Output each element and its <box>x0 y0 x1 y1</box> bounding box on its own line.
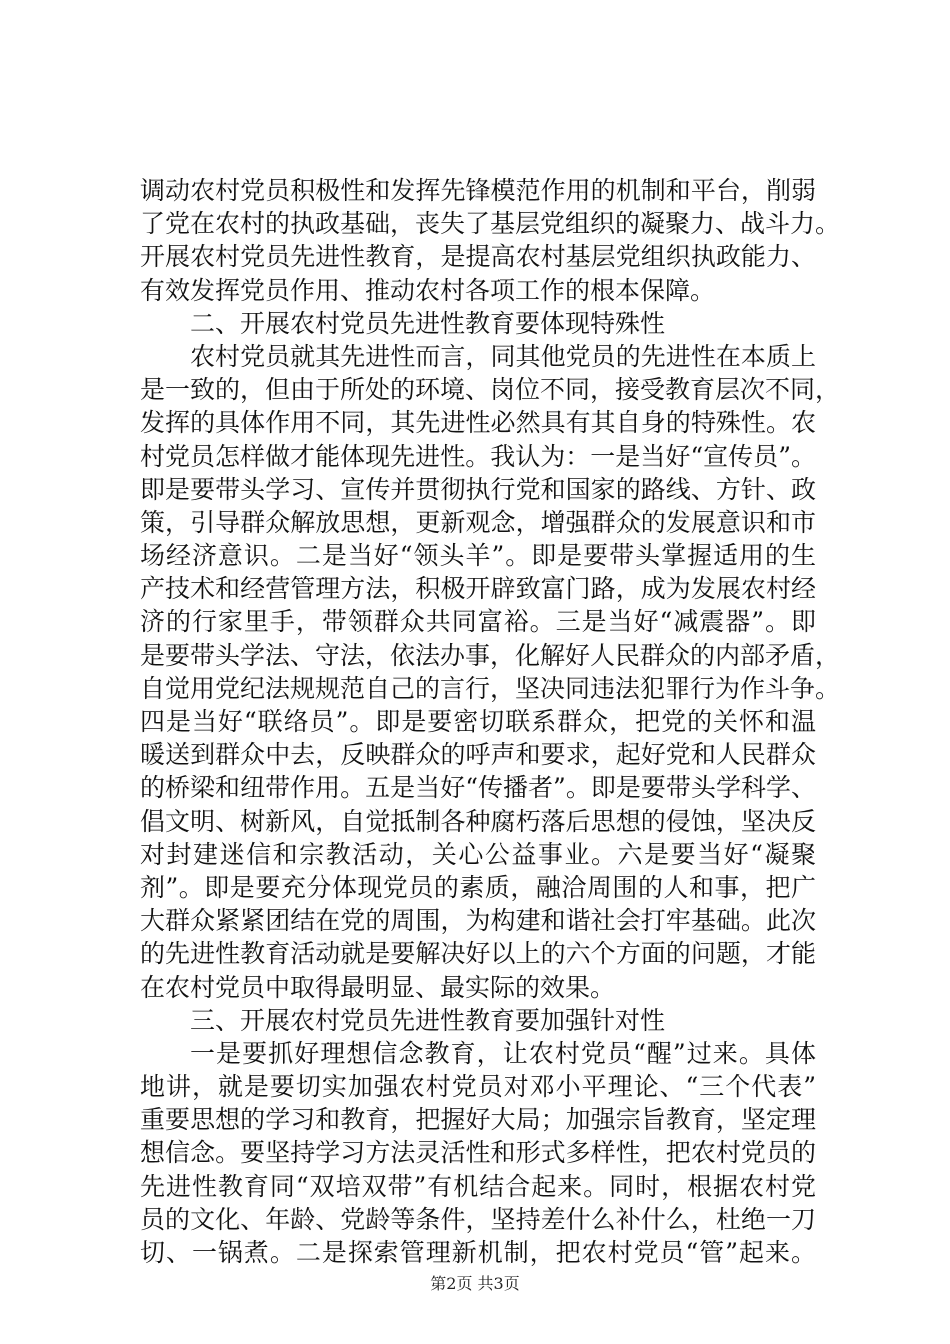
text-line: 三、开展农村党员先进性教育要加强针对性 <box>190 1005 666 1035</box>
text-line: 员的文化、年龄、党龄等条件，坚持差什么补什么，杜绝一刀 <box>140 1204 816 1234</box>
text-line: 发挥的具体作用不同，其先进性必然具有其自身的特殊性。农 <box>140 408 816 438</box>
text-line: 二、开展农村党员先进性教育要体现特殊性 <box>190 308 666 338</box>
text-line: 大群众紧紧团结在党的周围，为构建和谐社会打牢基础。此次 <box>140 906 816 936</box>
text-line: 先进性教育同“双培双带”有机结合起来。同时，根据农村党 <box>140 1171 816 1201</box>
text-line: 是一致的，但由于所处的环境、岗位不同，接受教育层次不同， <box>140 375 841 405</box>
text-line: 即是要带头学习、宣传并贯彻执行党和国家的路线、方针、政 <box>140 474 816 504</box>
text-line: 切、一锅煮。二是探索管理新机制，把农村党员“管”起来。 <box>140 1238 816 1267</box>
text-line: 想信念。要坚持学习方法灵活性和形式多样性，把农村党员的 <box>140 1138 816 1168</box>
text-line: 策，引导群众解放思想，更新观念，增强群众的发展意识和市 <box>140 507 816 537</box>
text-line: 四是当好“联络员”。即是要密切联系群众，把党的关怀和温 <box>140 707 816 736</box>
text-line: 了党在农村的执政基础，丧失了基层党组织的凝聚力、战斗力。 <box>140 209 841 239</box>
text-line: 调动农村党员积极性和发挥先锋模范作用的机制和平台，削弱 <box>140 176 816 205</box>
text-line: 剂”。即是要充分体现党员的素质，融洽周围的人和事，把广 <box>140 872 816 902</box>
text-line: 地讲，就是要切实加强农村党员对邓小平理论、“三个代表” <box>140 1072 816 1102</box>
text-line: 场经济意识。二是当好“领头羊”。即是要带头掌握适用的生 <box>140 541 816 571</box>
document-body <box>140 174 841 1269</box>
text-line: 的先进性教育活动就是要解决好以上的六个方面的问题，才能 <box>140 939 816 969</box>
text-line: 在农村党员中取得最明显、最实际的效果。 <box>140 972 616 1002</box>
text-line: 重要思想的学习和教育，把握好大局；加强宗旨教育，坚定理 <box>140 1105 816 1135</box>
text-line: 暖送到群众中去，反映群众的呼声和要求，起好党和人民群众 <box>140 740 816 770</box>
text-line: 农村党员就其先进性而言，同其他党员的先进性在本质上 <box>190 341 816 371</box>
text-line: 有效发挥党员作用、推动农村各项工作的根本保障。 <box>140 275 716 305</box>
page-footer: 第2页 共3页 <box>430 1274 520 1293</box>
text-line: 自觉用党纪法规规范自己的言行，坚决同违法犯罪行为作斗争。 <box>140 673 841 703</box>
text-line: 是要带头学法、守法，依法办事，化解好人民群众的内部矛盾， <box>140 640 841 670</box>
text-line: 倡文明、树新风，自觉抵制各种腐朽落后思想的侵蚀，坚决反 <box>140 806 816 836</box>
text-line: 济的行家里手，带领群众共同富裕。三是当好“减震器”。即 <box>140 607 816 637</box>
text-line: 开展农村党员先进性教育，是提高农村基层党组织执政能力、 <box>140 242 816 272</box>
text-line: 产技术和经营管理方法，积极开辟致富门路，成为发展农村经 <box>140 574 816 604</box>
text-line: 对封建迷信和宗教活动，关心公益事业。六是要当好“凝聚 <box>140 839 816 869</box>
text-line: 村党员怎样做才能体现先进性。我认为：一是当好“宣传员”。 <box>140 441 816 471</box>
text-line: 一是要抓好理想信念教育，让农村党员“醒”过来。具体 <box>190 1038 816 1068</box>
text-line: 的桥梁和纽带作用。五是当好“传播者”。即是要带头学科学、 <box>140 773 816 803</box>
